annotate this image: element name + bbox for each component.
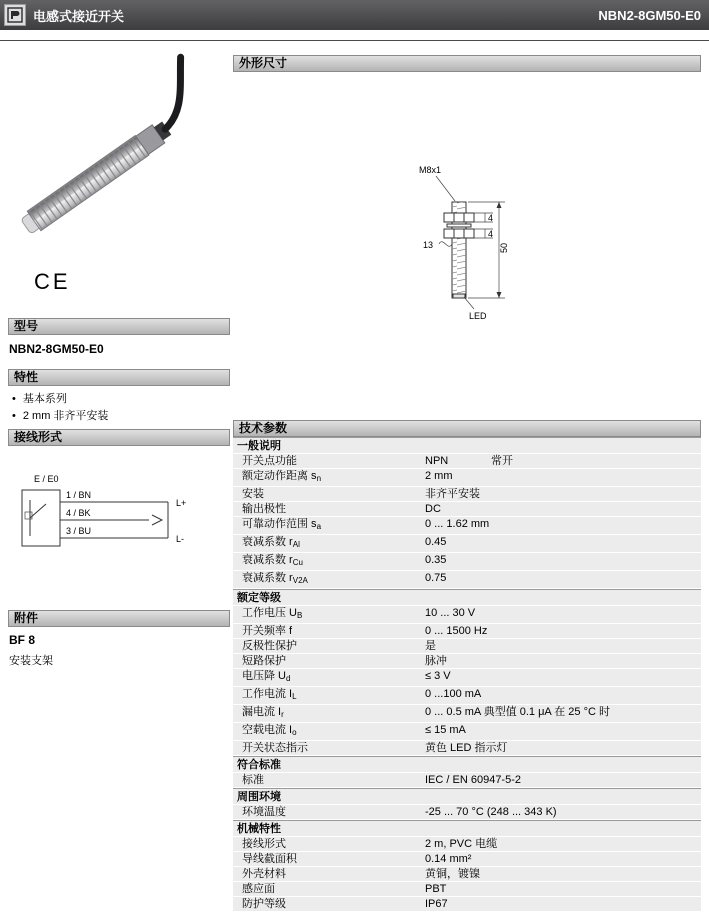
spec-value: IP67 bbox=[425, 898, 448, 910]
drawing-nuts bbox=[444, 213, 474, 238]
spec-row bbox=[233, 852, 701, 867]
dim-label-4b: 4 bbox=[488, 229, 494, 239]
spec-section-title: 符合标准 bbox=[233, 756, 701, 773]
accessory-description: 安装支架 bbox=[9, 655, 53, 667]
spec-value: NPN 常开 bbox=[425, 455, 514, 467]
sensor-body bbox=[0, 57, 216, 236]
spec-label-text: 防护等级 bbox=[242, 898, 286, 910]
terminal-lplus-label: L+ bbox=[176, 498, 187, 508]
spec-label-text: 输出极性 bbox=[242, 503, 286, 515]
sensor-symbol-box bbox=[22, 490, 60, 546]
spec-value: -25 ... 70 °C (248 ... 343 K) bbox=[425, 806, 557, 818]
feature-item: • 2 mm 非齐平安装 bbox=[12, 408, 230, 425]
spec-row bbox=[233, 487, 701, 502]
wiring-type-label: E / E0 bbox=[34, 474, 59, 484]
spec-label bbox=[233, 853, 425, 865]
terminal-lminus-label: L- bbox=[176, 534, 185, 544]
header-divider bbox=[0, 40, 709, 41]
spec-label bbox=[233, 536, 425, 551]
page-title: 电感式接近开关 bbox=[33, 8, 125, 24]
spec-value: 2 mm bbox=[425, 470, 453, 482]
spec-value: ≤ 15 mA bbox=[425, 724, 466, 736]
output-arrow-icon bbox=[152, 515, 162, 525]
spec-label bbox=[233, 455, 425, 467]
spec-label bbox=[233, 470, 425, 485]
spec-row bbox=[233, 571, 701, 589]
spec-section bbox=[233, 589, 701, 756]
spec-label bbox=[233, 572, 425, 587]
spec-label bbox=[233, 742, 425, 754]
spec-label-text: 工作电流 I bbox=[242, 688, 293, 700]
spec-label-text: 开关点功能 bbox=[242, 455, 297, 467]
spec-value: 0.14 mm² bbox=[425, 853, 472, 865]
dim-label-50: 50 bbox=[499, 242, 509, 253]
spec-row bbox=[233, 517, 701, 535]
spec-row bbox=[233, 837, 701, 852]
left-column bbox=[8, 55, 230, 667]
section-heading-model: 型号 bbox=[8, 318, 230, 335]
spec-label-text: 漏电流 I bbox=[242, 706, 282, 718]
spec-label-text: 额定动作距离 s bbox=[242, 470, 317, 482]
spec-label-text: 开关频率 f bbox=[242, 625, 293, 637]
spec-label-text: 短路保护 bbox=[242, 655, 286, 667]
spec-label bbox=[233, 655, 425, 667]
section-heading-accessories: 附件 bbox=[8, 610, 230, 627]
spec-label bbox=[233, 724, 425, 739]
spec-label-text: 外壳材料 bbox=[242, 868, 286, 880]
spec-value: 黄色 LED 指示灯 bbox=[425, 742, 508, 754]
spec-row bbox=[233, 741, 701, 756]
spec-row bbox=[233, 723, 701, 741]
spec-value: IEC / EN 60947-5-2 bbox=[425, 774, 521, 786]
spec-section-title: 机械特性 bbox=[233, 820, 701, 837]
spec-value: 0.35 bbox=[425, 554, 447, 566]
spec-label-text: 环境温度 bbox=[242, 806, 286, 818]
spec-value: DC bbox=[425, 503, 441, 515]
spec-row bbox=[233, 469, 701, 487]
wiring-diagram bbox=[8, 454, 230, 564]
spec-row bbox=[233, 502, 701, 517]
spec-value: 2 m, PVC 电缆 bbox=[425, 838, 498, 850]
spec-value: 黄铜，镀镍 bbox=[425, 868, 480, 880]
spec-label-text: 电压降 U bbox=[242, 670, 286, 682]
section-heading-features: 特性 bbox=[8, 369, 230, 386]
spec-label-text: 衰减系数 r bbox=[242, 554, 293, 566]
spec-section bbox=[233, 820, 701, 912]
spec-label bbox=[233, 640, 425, 652]
dim-label-13: 13 bbox=[423, 240, 434, 250]
accessory-model: BF 8 bbox=[9, 633, 36, 647]
spec-value: 0 ...100 mA bbox=[425, 688, 482, 700]
spec-section-title: 额定等级 bbox=[233, 589, 701, 606]
spec-row bbox=[233, 639, 701, 654]
pin-1-label: 1 / BN bbox=[66, 490, 92, 500]
spec-label-text: 可靠动作范围 s bbox=[242, 518, 317, 530]
spec-label-subscript: Cu bbox=[292, 558, 303, 567]
spec-label bbox=[233, 706, 425, 721]
model-number: NBN2-8GM50-E0 bbox=[9, 342, 104, 356]
spec-label bbox=[233, 774, 425, 786]
spec-section-title: 一般说明 bbox=[233, 437, 701, 454]
spec-label-text: 感应面 bbox=[242, 883, 275, 895]
dim-label-led: LED bbox=[469, 311, 487, 321]
spec-label bbox=[233, 670, 425, 685]
spec-label bbox=[233, 607, 425, 622]
sensor-cable bbox=[136, 57, 209, 129]
inductive-sensor-icon bbox=[4, 4, 26, 26]
spec-label bbox=[233, 838, 425, 850]
spec-section-title: 周围环境 bbox=[233, 788, 701, 805]
spec-label bbox=[233, 554, 425, 569]
spec-label bbox=[233, 898, 425, 910]
section-heading-connection: 接线形式 bbox=[8, 429, 230, 446]
spec-row bbox=[233, 705, 701, 723]
header-bar bbox=[0, 0, 709, 30]
spec-label-text: 安装 bbox=[242, 488, 264, 500]
spec-value: 0 ... 1500 Hz bbox=[425, 625, 488, 637]
spec-label-subscript: V2A bbox=[292, 576, 308, 585]
product-photo bbox=[8, 55, 230, 267]
spec-label-text: 标准 bbox=[242, 774, 264, 786]
spec-row bbox=[233, 654, 701, 669]
spec-row bbox=[233, 687, 701, 705]
spec-row bbox=[233, 669, 701, 687]
spec-label-subscript: Al bbox=[292, 540, 300, 549]
dim-label-4a: 4 bbox=[488, 213, 494, 223]
spec-label-subscript: B bbox=[297, 611, 303, 620]
header-part-number: NBN2-8GM50-E0 bbox=[598, 7, 701, 23]
spec-section bbox=[233, 437, 701, 589]
spec-label-text: 开关状态指示 bbox=[242, 742, 308, 754]
spec-label bbox=[233, 503, 425, 515]
spec-row bbox=[233, 624, 701, 639]
tech-table bbox=[233, 437, 701, 912]
spec-label-text: 导线截面积 bbox=[242, 853, 297, 865]
spec-label bbox=[233, 488, 425, 500]
features-list bbox=[8, 391, 230, 425]
spec-row bbox=[233, 553, 701, 571]
spec-label-text: 衰减系数 r bbox=[242, 572, 293, 584]
spec-value: 0 ... 0.5 mA 典型值 0.1 μA 在 25 °C 时 bbox=[425, 706, 610, 718]
spec-value: 脉冲 bbox=[425, 655, 447, 667]
spec-section bbox=[233, 788, 701, 820]
spec-value: 0.75 bbox=[425, 572, 447, 584]
spec-value: 非齐平安装 bbox=[425, 488, 480, 500]
spec-value: PBT bbox=[425, 883, 447, 895]
spec-label-text: 反极性保护 bbox=[242, 640, 297, 652]
spec-row bbox=[233, 882, 701, 897]
spec-label bbox=[233, 688, 425, 703]
spec-label bbox=[233, 518, 425, 533]
spec-row bbox=[233, 897, 701, 912]
spec-label-subscript: r bbox=[281, 710, 284, 719]
spec-label bbox=[233, 625, 425, 637]
spec-row bbox=[233, 454, 701, 469]
spec-row bbox=[233, 606, 701, 624]
spec-row bbox=[233, 805, 701, 820]
spec-label-text: 接线形式 bbox=[242, 838, 286, 850]
spec-label-text: 空载电流 I bbox=[242, 724, 293, 736]
dim-label-thread: M8x1 bbox=[419, 165, 442, 175]
spec-value: 是 bbox=[425, 640, 436, 652]
section-heading-tech: 技术参数 bbox=[233, 420, 701, 437]
spec-row bbox=[233, 535, 701, 553]
drawing-led-ring bbox=[453, 294, 465, 298]
spec-value: ≤ 3 V bbox=[425, 670, 451, 682]
right-column bbox=[233, 55, 701, 912]
section-heading-dimensions: 外形尺寸 bbox=[233, 55, 701, 72]
spec-label bbox=[233, 883, 425, 895]
spec-value: 10 ... 30 V bbox=[425, 607, 476, 619]
spec-row bbox=[233, 773, 701, 788]
spec-label-subscript: n bbox=[316, 474, 322, 483]
pin-3-label: 3 / BU bbox=[66, 526, 92, 536]
spec-label-text: 工作电压 U bbox=[242, 607, 297, 619]
spec-label bbox=[233, 806, 425, 818]
ce-mark: CE bbox=[34, 269, 71, 294]
spec-value: 0.45 bbox=[425, 536, 447, 548]
spec-label bbox=[233, 868, 425, 880]
spec-label-subscript: d bbox=[286, 674, 291, 683]
spec-label-subscript: o bbox=[292, 728, 297, 737]
feature-item: • 基本系列 bbox=[12, 391, 230, 408]
spec-row bbox=[233, 867, 701, 882]
dimension-drawing bbox=[233, 72, 701, 420]
pin-4-label: 4 / BK bbox=[66, 508, 91, 518]
spec-label-subscript: a bbox=[316, 522, 322, 531]
drawing-dimension-lines bbox=[436, 176, 505, 309]
spec-label-text: 衰减系数 r bbox=[242, 536, 293, 548]
spec-label-subscript: L bbox=[292, 692, 297, 701]
spec-value: 0 ... 1.62 mm bbox=[425, 518, 490, 530]
spec-section bbox=[233, 756, 701, 788]
